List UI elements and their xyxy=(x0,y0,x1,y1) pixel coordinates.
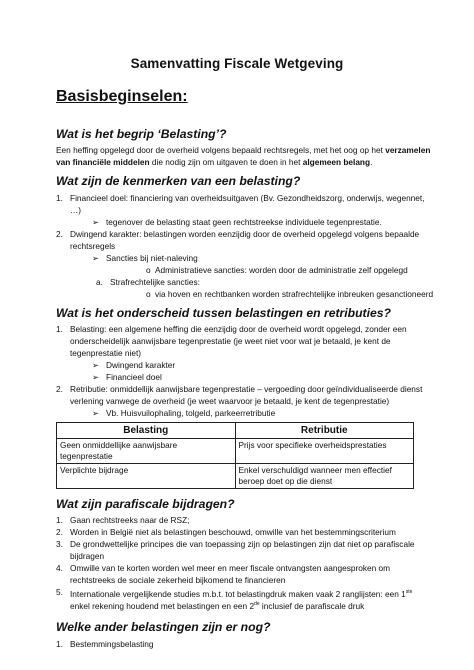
list-item-text: Gaan rechtstreeks naar de RSZ; xyxy=(70,515,190,525)
bold-text: algemeen belang xyxy=(302,157,371,167)
list-number: 1. xyxy=(56,193,63,203)
bullet-arrow-icon: ➢ xyxy=(92,253,99,263)
list-item-text: Worden in België niet als belastingen beschouwd, omwille van het bestemmingscriterium xyxy=(70,527,396,537)
list-item-text: Financieel doel: financiering van overheidsuitgaven (Bv. Gezondheidszorg, onderwijs, wegennet, xyxy=(70,193,425,203)
list-number: 3. xyxy=(56,539,63,549)
bullet-text: Vb. Huisvuilophaling, tolgeld, parkeerretributie xyxy=(106,408,276,418)
list-number: 2. xyxy=(56,384,63,394)
list-item-text: Omwille van te korten worden wel meer en meer fiscale ontvangsten aangesproken om xyxy=(70,563,391,573)
text: Internationale vergelijkende studies m.b.t. tot belastingdruk maken vaak 2 ranglijsten: een 1 xyxy=(70,588,406,599)
bullet-text: Sancties bij niet-naleving xyxy=(106,253,198,263)
heading-parafiscale: Wat zijn parafiscale bijdragen? xyxy=(56,497,235,511)
list-item-text: verlening vanwege de overheid (je weet waarvoor je betaald, je kent de tegenprestatie) xyxy=(70,396,390,406)
table-row xyxy=(57,464,414,489)
list-item-text: Dwingend karakter: belastingen worden eenzijdig door de overheid opgelegd volgens bepaalde xyxy=(70,229,420,239)
comparison-table xyxy=(56,422,414,489)
sub-bullet-text: via hoven en rechtbanken worden strafrechtelijke inbreuken gesanctioneerd xyxy=(155,289,434,299)
sub-item-text: Strafrechtelijke sancties: xyxy=(110,277,200,287)
table-cell: Prijs voor specifieke overheidsprestaties xyxy=(235,439,414,464)
list-item-text xyxy=(70,598,364,612)
list-number: 1. xyxy=(56,324,63,334)
list-item-text: tegenprestatie niet) xyxy=(70,348,142,358)
table-cell xyxy=(235,464,414,489)
bullet-arrow-icon: ➢ xyxy=(92,372,99,382)
list-number: 1. xyxy=(56,639,63,649)
paragraph-line xyxy=(56,144,430,156)
list-number: 4. xyxy=(56,563,63,573)
list-item-text: Retributie: onmiddellijk aanwijsbare tegenprestatie – vergoeding door geïndividualiseerde dienst xyxy=(70,384,423,394)
table-header-belasting: Belasting xyxy=(57,423,236,439)
list-number: 1. xyxy=(56,515,63,525)
list-letter: a. xyxy=(96,277,103,287)
list-item-text: onderscheidelijk aanwijsbare tegenprestatie (je weet niet voor wat je betaald, je kent de xyxy=(70,336,391,346)
cell-line: Enkel verschuldigd wanneer men effectief xyxy=(238,465,392,475)
heading-kenmerken: Wat zijn de kenmerken van een belasting? xyxy=(56,174,301,188)
list-item-text: Belasting: een algemene heffing die eenzijdig door de overheid wordt opgelegd, zonder een xyxy=(70,324,407,334)
table-header-row xyxy=(57,423,414,439)
sub-bullet-text: Administratieve sancties: worden door de administratie zelf opgelegd xyxy=(155,265,408,275)
bold-text: van financiële middelen xyxy=(56,157,150,167)
bullet-text: Financieel doel xyxy=(106,372,162,382)
table-cell: Verplichte bijdrage xyxy=(57,464,236,489)
document-title: Samenvatting Fiscale Wetgeving xyxy=(130,56,344,71)
text: inclusief de parafiscale druk xyxy=(259,600,365,611)
text: enkel rekening houdend met belastingen en een 2 xyxy=(70,600,255,611)
list-item-text: rechtsregels xyxy=(70,241,116,251)
text: . xyxy=(370,157,373,167)
list-number: 5. xyxy=(56,587,63,597)
bold-text: verzamelen xyxy=(385,145,431,155)
table-row xyxy=(57,439,414,464)
heading-onderscheid: Wat is het onderscheid tussen belastingen en retributies? xyxy=(56,306,392,320)
list-item-text: Bestemmingsbelasting xyxy=(70,639,154,649)
bullet-text: tegenover de belasting staat geen rechtstreekse individuele tegenprestatie. xyxy=(106,217,382,227)
bullet-arrow-icon: ➢ xyxy=(92,217,99,227)
superscript: ste xyxy=(405,589,413,595)
bullet-arrow-icon: ➢ xyxy=(92,360,99,370)
circle-bullet-icon: o xyxy=(146,265,151,275)
bullet-arrow-icon: ➢ xyxy=(92,408,99,418)
circle-bullet-icon: o xyxy=(146,289,151,299)
list-item-text: De grondwettelijke principes die van toepassing zijn op belastingen zijn dat niet op parafiscale xyxy=(70,539,415,549)
bullet-text: Dwingend karakter xyxy=(106,360,176,370)
heading-begrip-belasting: Wat is het begrip ‘Belasting’? xyxy=(56,127,227,141)
table-cell: Geen onmiddellijke aanwijsbare tegenprestatie xyxy=(57,439,236,464)
section-heading-basisbeginselen: Basisbeginselen: xyxy=(56,88,188,105)
list-number: 2. xyxy=(56,527,63,537)
cell-line: beroep doet op die dienst xyxy=(238,476,333,486)
text: die nodig zijn om uitgaven te doen in het xyxy=(149,157,303,167)
list-number: 2. xyxy=(56,229,63,239)
list-item-text: rechtstreeks de sociale zekerheid bijkomend te financieren xyxy=(70,575,286,585)
heading-andere-belastingen: Welke ander belastingen zijn er nog? xyxy=(56,620,271,634)
table-header-retributie: Retributie xyxy=(235,423,414,439)
text: Een heffing opgelegd door de overheid volgens bepaald rechtsregels, met het oog op het xyxy=(56,145,386,155)
superscript: de xyxy=(254,601,260,607)
list-item-text: bijdragen xyxy=(70,551,105,561)
list-item-text: …) xyxy=(70,205,82,215)
paragraph-line xyxy=(56,156,372,168)
